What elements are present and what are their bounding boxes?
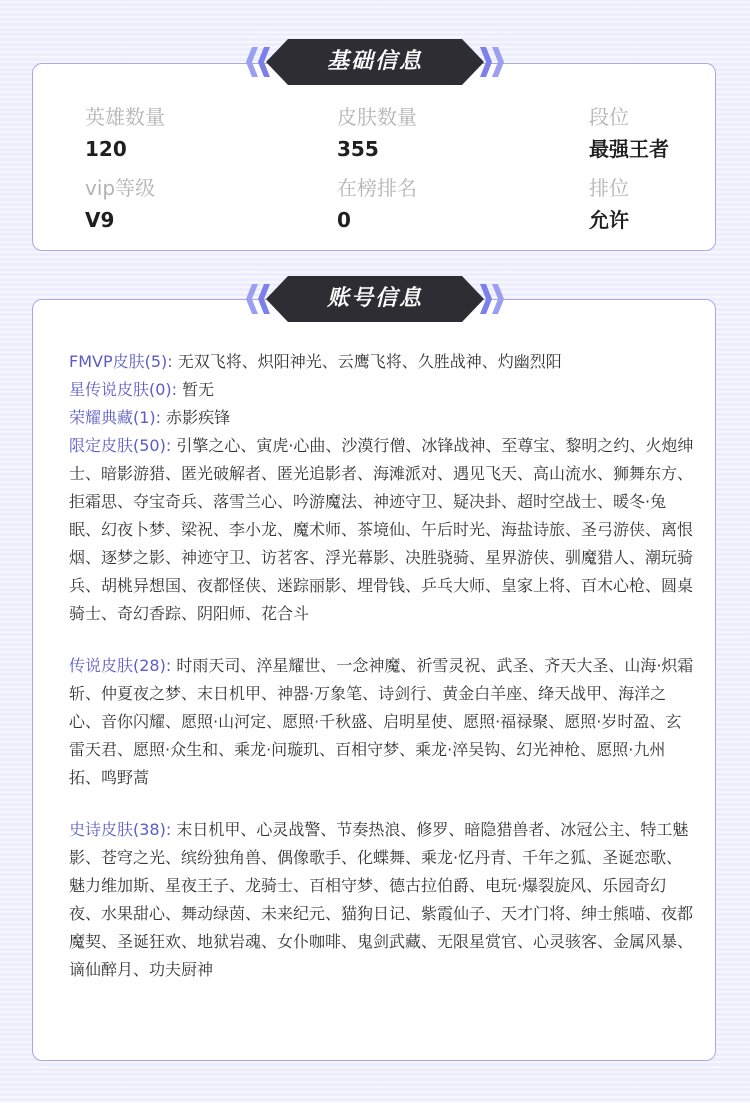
stat-value: 120: [85, 137, 127, 161]
skin-names: 引擎之心、寅虎·心曲、沙漠行僧、冰锋战神、至尊宝、黎明之约、火炮绅士、暗影游猎、匿光破解者、匿光追影者、海滩派对、遇见飞天、高山流水、狮舞东方、拒霜思、夺宝奇兵、落雪兰心、吟游魔法、神迹守卫、疑决卦、超时空战士、暖冬·兔眠、幻夜卜梦、梁祝、李小龙、魔术师、茶境仙、午后时光、海盐诗旅、圣弓游侠、离恨烟、逐梦之影、神迹守卫、访茗客、浮光幕影、决胜骁骑、星界游侠、驯魔猎人、潮玩骑兵、胡桃异想国、夜都怪侠、迷踪丽影、埋骨钱、乒乓大师、皇家上将、百木心枪、圆桌骑士、奇幻香踪、阴阳师、花合斗: [69, 436, 694, 623]
skin-line-fmvp: [69, 348, 697, 376]
skin-category-label: 传说皮肤(28):: [69, 656, 172, 675]
stat-leaderboard-rank: [337, 175, 417, 233]
stat-label: 段位: [589, 105, 629, 129]
stat-label: 英雄数量: [85, 105, 165, 129]
skin-list: [69, 348, 697, 1008]
skin-category-label: 限定皮肤(50):: [69, 436, 172, 455]
skin-names: 赤影疾锋: [166, 408, 231, 427]
stat-ranked-allowed: [589, 175, 629, 233]
skin-names: 时雨天司、淬星耀世、一念神魔、祈雪灵祝、武圣、齐天大圣、山海·炽霜斩、仲夏夜之梦、末日机甲、神器·万象笔、诗剑行、黄金白羊座、绛天战甲、海洋之心、音你闪耀、愿照·山河定、愿照·千秋盛、启明星使、愿照·福禄聚、愿照·岁时盈、玄雷天君、愿照·众生和、乘龙·问璇玑、百相守梦、乘龙·淬吴钩、幻光神枪、愿照·九州拓、鸣野蒿: [69, 656, 694, 787]
skin-names: 暂无: [182, 380, 215, 399]
skin-category-label: 星传说皮肤(0):: [69, 380, 178, 399]
skin-names: 末日机甲、心灵战警、节奏热浪、修罗、暗隐猎兽者、冰冠公主、特工魅影、苍穹之光、缤纷独角兽、偶像歌手、化蝶舞、乘龙·忆丹青、千年之狐、圣诞恋歌、魅力维加斯、星夜王子、龙骑士、百相守梦、德古拉伯爵、电玩·爆裂旋风、乐园奇幻夜、水果甜心、舞动绿茵、未来纪元、猫狗日记、紫霞仙子、天才门将、绅士熊喵、夜都魔契、圣诞狂欢、地狱岩魂、女仆咖啡、鬼剑武藏、无限星赏官、心灵骇客、金属风暴、谪仙醉月、功夫厨神: [69, 820, 694, 979]
stat-value: 最强王者: [589, 137, 669, 161]
basic-info-card: [32, 63, 716, 251]
stat-skin-count: [337, 104, 417, 162]
skin-names: 无双飞将、炽阳神光、云鹰飞将、久胜战神、灼幽烈阳: [177, 352, 562, 371]
section-banner-basic: [244, 39, 506, 85]
stat-label: vip等级: [85, 176, 156, 200]
skin-group: [69, 652, 697, 792]
stat-label: 排位: [589, 176, 629, 200]
account-info-card: [32, 299, 716, 1061]
skin-line-legend: [69, 652, 697, 792]
skin-category-label: 史诗皮肤(38):: [69, 820, 172, 839]
skin-category-label: FMVP皮肤(5):: [69, 352, 173, 371]
skin-line-epic: [69, 816, 697, 984]
section-banner-account: [244, 276, 506, 322]
skin-category-label: 荣耀典藏(1):: [69, 408, 162, 427]
stat-hero-count: [85, 104, 165, 162]
stat-rank-tier: [589, 104, 669, 162]
skin-group: [69, 348, 697, 628]
stat-value: 允许: [589, 208, 629, 232]
section-title: 账号信息: [326, 286, 423, 311]
skin-group: [69, 816, 697, 984]
stat-value: V9: [85, 208, 115, 232]
stat-value: 355: [337, 137, 379, 161]
stat-label: 皮肤数量: [337, 105, 417, 129]
stat-vip-level: [85, 175, 155, 233]
stat-label: 在榜排名: [337, 176, 417, 200]
skin-line-limited: [69, 432, 697, 628]
skin-line-glory-collection: [69, 404, 697, 432]
section-title: 基础信息: [326, 49, 423, 74]
stat-value: 0: [337, 208, 351, 232]
skin-line-star-legend: [69, 376, 697, 404]
